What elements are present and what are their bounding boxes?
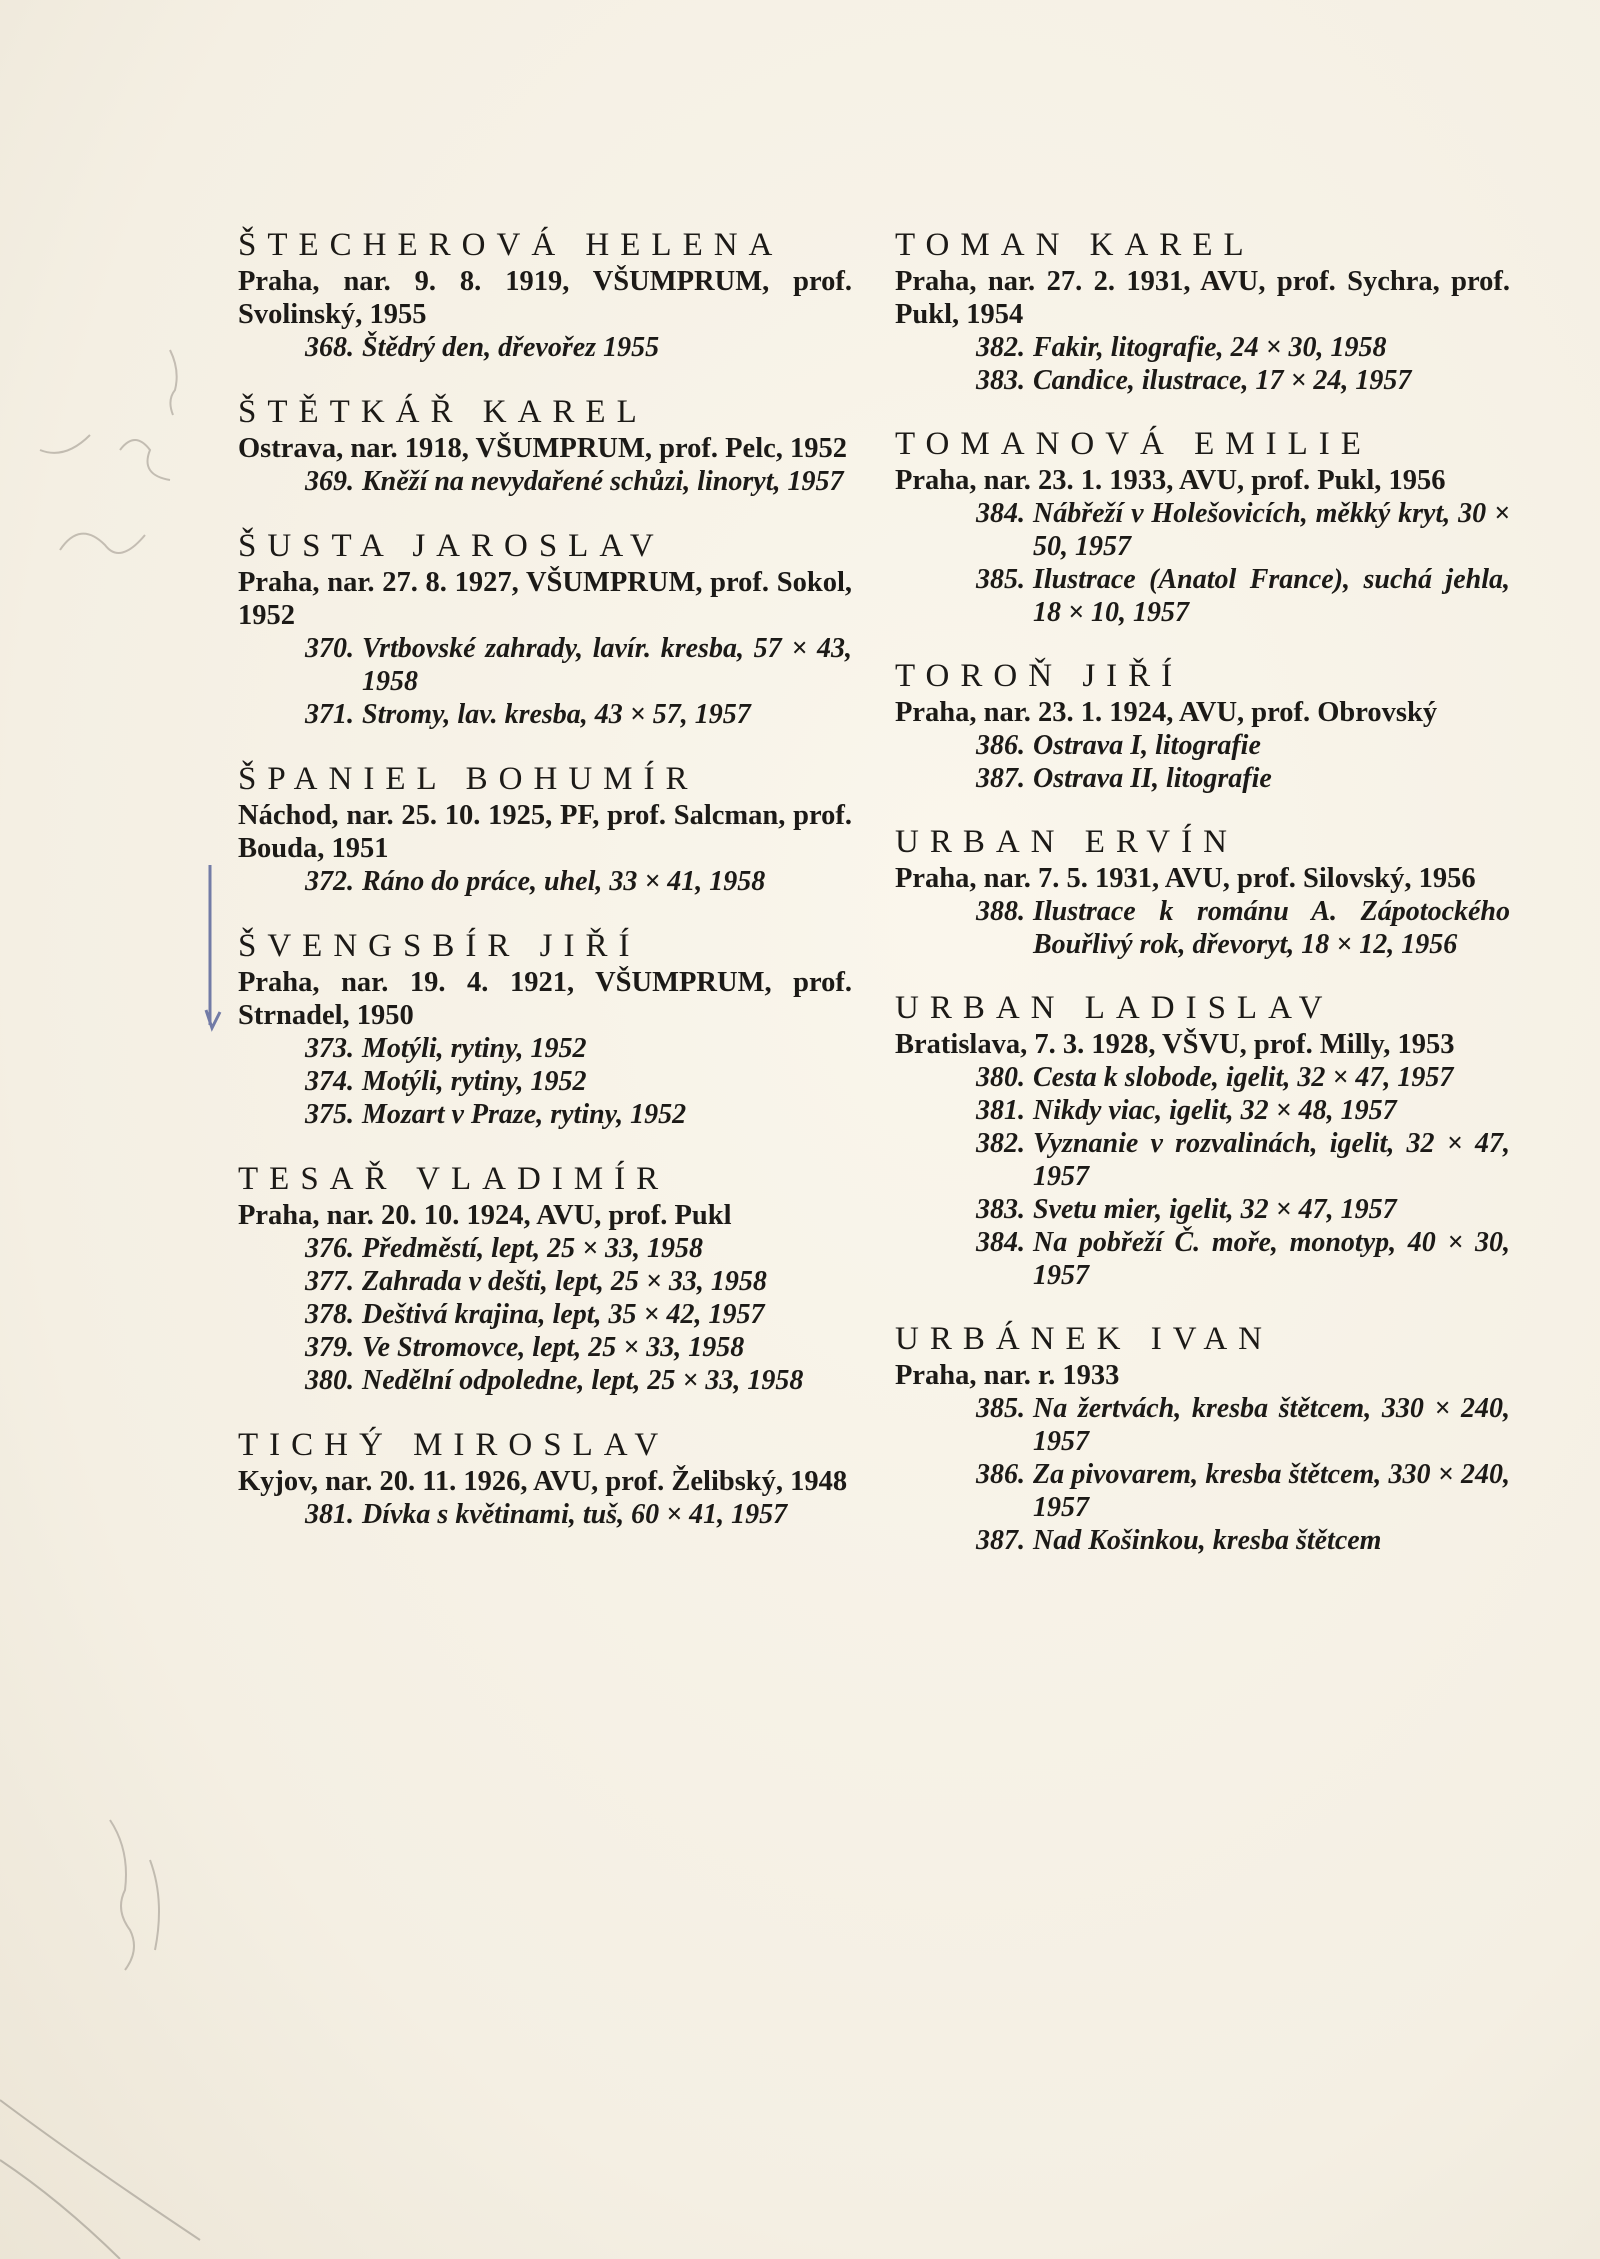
- work-title: Na pobřeží Č. moře, monotyp, 40 × 30, 1957: [1033, 1227, 1510, 1291]
- artist-bio: Náchod, nar. 25. 10. 1925, PF, prof. Salcman, prof. Bouda, 1951: [238, 800, 852, 864]
- artist-bio: Ostrava, nar. 1918, VŠUMPRUM, prof. Pelc, 1952: [238, 433, 848, 464]
- work-number: 375.: [305, 1099, 354, 1130]
- work-title: Ostrava I, litografie: [1033, 730, 1261, 761]
- artist-name: ŠVENGSBÍR JIŘÍ: [238, 928, 641, 964]
- work-title: Candice, ilustrace, 17 × 24, 1957: [1033, 365, 1412, 396]
- artist-name: URBÁNEK IVAN: [895, 1321, 1273, 1357]
- work-title: Deštivá krajina, lept, 35 × 42, 1957: [362, 1299, 765, 1330]
- work-item: [953, 1524, 1510, 1557]
- work-number: 387.: [976, 1525, 1025, 1556]
- artist-entry: [238, 926, 852, 1131]
- left-column: [238, 225, 852, 1559]
- artist-entry: [895, 424, 1510, 629]
- work-number: 381.: [305, 1499, 354, 1530]
- work-title: Ilustrace (Anatol France), suchá jehla, 18 × 10, 1957: [1033, 564, 1510, 628]
- artist-name: URBAN ERVÍN: [895, 824, 1238, 860]
- work-number: 386.: [976, 730, 1025, 761]
- work-number: 380.: [976, 1062, 1025, 1093]
- work-number: 386.: [976, 1459, 1025, 1490]
- artist-entry: [238, 225, 852, 364]
- work-number: 385.: [976, 564, 1025, 595]
- work-number: 369.: [305, 466, 354, 497]
- work-title: Nad Košinkou, kresba štětcem: [1033, 1525, 1382, 1556]
- work-number: 378.: [305, 1299, 354, 1330]
- work-item: [953, 1193, 1510, 1226]
- work-item: [282, 1232, 852, 1265]
- work-title: Mozart v Praze, rytiny, 1952: [362, 1099, 687, 1130]
- work-title: Štědrý den, dřevořez 1955: [362, 332, 660, 363]
- work-item: [282, 698, 852, 731]
- artist-bio: Praha, nar. 9. 8. 1919, VŠUMPRUM, prof. Svolinský, 1955: [238, 266, 852, 330]
- work-item: [282, 331, 852, 364]
- work-item: [282, 465, 852, 498]
- work-number: 384.: [976, 498, 1025, 529]
- work-item: [282, 1498, 852, 1531]
- artist-name: ŠTECHEROVÁ HELENA: [238, 227, 784, 263]
- work-title: Fakir, litografie, 24 × 30, 1958: [1033, 332, 1387, 363]
- artist-bio: Praha, nar. 27. 2. 1931, AVU, prof. Sychra, prof. Pukl, 1954: [895, 266, 1510, 330]
- artist-name: TOMAN KAREL: [895, 227, 1255, 263]
- artist-bio: Kyjov, nar. 20. 11. 1926, AVU, prof. Želibský, 1948: [238, 1466, 848, 1497]
- artist-name: TICHÝ MIROSLAV: [238, 1427, 670, 1463]
- work-title: Ráno do práce, uhel, 33 × 41, 1958: [362, 866, 766, 897]
- artist-entry: [895, 988, 1510, 1292]
- artist-bio: Praha, nar. 27. 8. 1927, VŠUMPRUM, prof. Sokol, 1952: [238, 567, 852, 631]
- artist-entry: [238, 392, 852, 498]
- artist-entry: [895, 1319, 1510, 1557]
- work-number: 379.: [305, 1332, 354, 1363]
- artist-name: TOMANOVÁ EMILIE: [895, 426, 1372, 462]
- margin-pencil-marks: [0, 0, 240, 2259]
- work-title: Za pivovarem, kresba štětcem, 330 × 240, 1957: [1033, 1459, 1510, 1523]
- work-title: Nedělní odpoledne, lept, 25 × 33, 1958: [362, 1365, 804, 1396]
- work-title: Vyznanie v rozvalinách, igelit, 32 × 47, 1957: [1033, 1128, 1510, 1192]
- work-title: Předměstí, lept, 25 × 33, 1958: [362, 1233, 704, 1264]
- work-item: [953, 895, 1510, 961]
- artist-entry: [238, 1425, 852, 1531]
- work-item: [953, 762, 1510, 795]
- work-title: Dívka s květinami, tuš, 60 × 41, 1957: [362, 1499, 788, 1530]
- work-number: 368.: [305, 332, 354, 363]
- work-item: [282, 865, 852, 898]
- work-number: 387.: [976, 763, 1025, 794]
- work-item: [282, 1265, 852, 1298]
- work-title: Ilustrace k románu A. Zápotockého Bouřlivý rok, dřevoryt, 18 × 12, 1956: [1033, 896, 1510, 960]
- work-item: [953, 729, 1510, 762]
- artist-bio: Bratislava, 7. 3. 1928, VŠVU, prof. Milly, 1953: [895, 1029, 1455, 1060]
- artist-name: URBAN LADISLAV: [895, 990, 1334, 1026]
- work-item: [282, 1331, 852, 1364]
- artist-name: TESAŘ VLADIMÍR: [238, 1161, 670, 1197]
- artist-entry: [895, 225, 1510, 397]
- work-title: Vrtbovské zahrady, lavír. kresba, 57 × 43, 1958: [362, 633, 852, 697]
- work-item: [282, 1065, 852, 1098]
- work-item: [953, 563, 1510, 629]
- work-number: 373.: [305, 1033, 354, 1064]
- artist-name: ŠPANIEL BOHUMÍR: [238, 761, 699, 797]
- work-title: Cesta k slobode, igelit, 32 × 47, 1957: [1033, 1062, 1454, 1093]
- work-number: 388.: [976, 896, 1025, 927]
- artist-name: TOROŇ JIŘÍ: [895, 658, 1184, 694]
- artist-entry: [238, 526, 852, 731]
- work-item: [282, 1098, 852, 1131]
- work-number: 385.: [976, 1393, 1025, 1424]
- work-title: Stromy, lav. kresba, 43 × 57, 1957: [362, 699, 751, 730]
- work-title: Motýli, rytiny, 1952: [362, 1066, 587, 1097]
- work-title: Ve Stromovce, lept, 25 × 33, 1958: [362, 1332, 745, 1363]
- work-number: 382.: [976, 332, 1025, 363]
- work-number: 370.: [305, 633, 354, 664]
- work-number: 376.: [305, 1233, 354, 1264]
- artist-name: ŠTĚTKÁŘ KAREL: [238, 394, 648, 430]
- work-number: 383.: [976, 365, 1025, 396]
- work-title: Nábřeží v Holešovicích, měkký kryt, 30 × 50, 1957: [1033, 498, 1510, 562]
- work-title: Zahrada v dešti, lept, 25 × 33, 1958: [362, 1266, 767, 1297]
- work-number: 380.: [305, 1365, 354, 1396]
- work-item: [953, 364, 1510, 397]
- work-item: [953, 1061, 1510, 1094]
- work-number: 372.: [305, 866, 354, 897]
- work-number: 382.: [976, 1128, 1025, 1159]
- work-number: 383.: [976, 1194, 1025, 1225]
- artist-name: ŠUSTA JAROSLAV: [238, 528, 665, 564]
- work-item: [953, 1458, 1510, 1524]
- right-column: [895, 225, 1510, 1584]
- work-item: [953, 1226, 1510, 1292]
- work-number: 371.: [305, 699, 354, 730]
- work-title: Na žertvách, kresba štětcem, 330 × 240, 1957: [1033, 1393, 1510, 1457]
- work-item: [953, 1392, 1510, 1458]
- work-item: [282, 632, 852, 698]
- work-item: [282, 1032, 852, 1065]
- work-number: 377.: [305, 1266, 354, 1297]
- artist-entry: [238, 1159, 852, 1397]
- work-title: Svetu mier, igelit, 32 × 47, 1957: [1033, 1194, 1397, 1225]
- work-item: [953, 1127, 1510, 1193]
- work-item: [282, 1298, 852, 1331]
- artist-bio: Praha, nar. 20. 10. 1924, AVU, prof. Pukl: [238, 1200, 732, 1231]
- artist-entry: [895, 656, 1510, 795]
- artist-bio: Praha, nar. 23. 1. 1924, AVU, prof. Obrovský: [895, 697, 1438, 728]
- work-title: Motýli, rytiny, 1952: [362, 1033, 587, 1064]
- work-item: [953, 1094, 1510, 1127]
- artist-bio: Praha, nar. r. 1933: [895, 1360, 1120, 1391]
- work-number: 381.: [976, 1095, 1025, 1126]
- artist-entry: [238, 759, 852, 898]
- work-title: Ostrava II, litografie: [1033, 763, 1272, 794]
- artist-bio: Praha, nar. 19. 4. 1921, VŠUMPRUM, prof. Strnadel, 1950: [238, 967, 852, 1031]
- artist-entry: [895, 822, 1510, 961]
- work-item: [282, 1364, 852, 1397]
- work-number: 384.: [976, 1227, 1025, 1258]
- artist-bio: Praha, nar. 7. 5. 1931, AVU, prof. Silovský, 1956: [895, 863, 1476, 894]
- work-item: [953, 497, 1510, 563]
- work-title: Kněží na nevydařené schůzi, linoryt, 1957: [362, 466, 844, 497]
- work-item: [953, 331, 1510, 364]
- artist-bio: Praha, nar. 23. 1. 1933, AVU, prof. Pukl, 1956: [895, 465, 1446, 496]
- work-title: Nikdy viac, igelit, 32 × 48, 1957: [1033, 1095, 1397, 1126]
- work-number: 374.: [305, 1066, 354, 1097]
